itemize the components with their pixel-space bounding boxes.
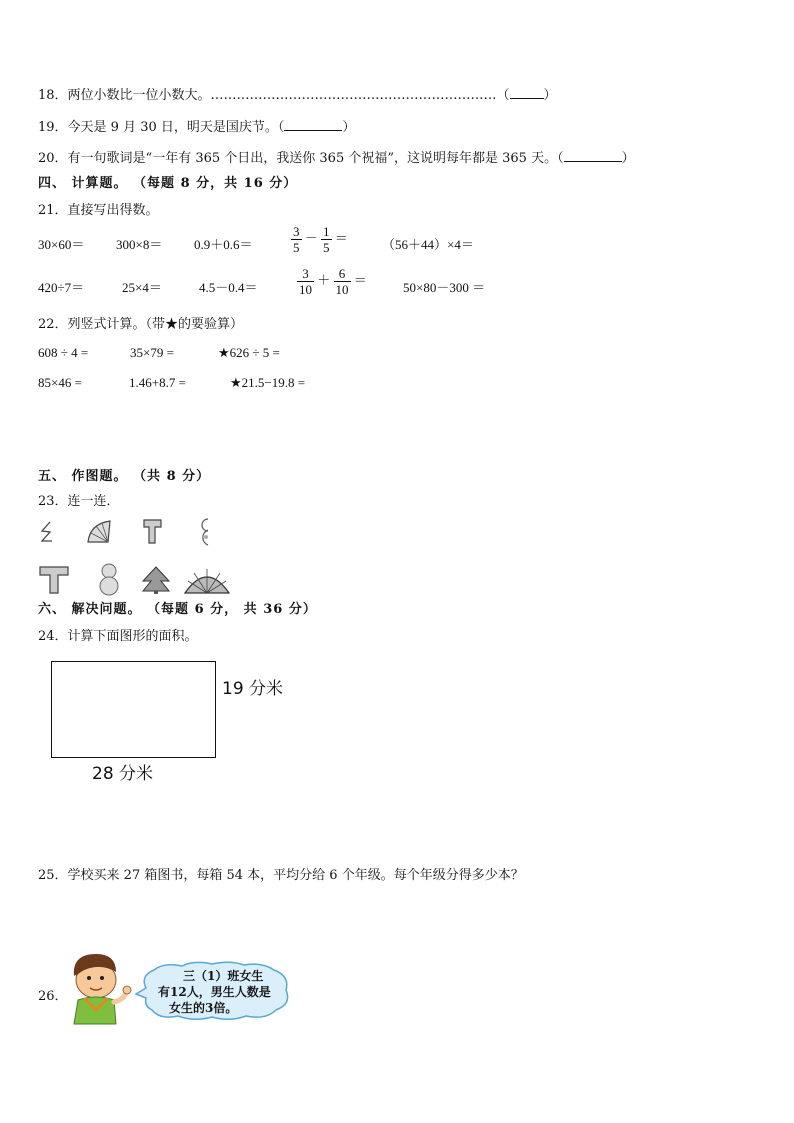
half-umbrella-icon[interactable] — [86, 518, 114, 544]
boy-character-icon — [66, 950, 136, 1025]
calc-item: 85×46 = — [38, 375, 82, 390]
question-20: 20．有一句歌词是“一年有 365 个日出，我送你 365 个祝福”，这说明每年都是 365 天。（ ） — [38, 151, 635, 166]
calc-item: 35×79 = — [130, 345, 174, 360]
fraction-expression-1: $\frac{3}{5}$ － $\frac{1}{5}$ ＝ — [293, 224, 348, 255]
answer-blank-20[interactable] — [564, 149, 622, 162]
umbrella-icon[interactable] — [184, 567, 230, 595]
question-25: 25．学校买来 27 箱图书，每箱 54 本，平均分给 6 个年级。每个年级分得多少本？ — [38, 868, 524, 883]
calc-item: 4.5－0.4＝ — [199, 280, 258, 295]
section-6-heading: 六、 解决问题。 （每题 6 分， 共 36 分） — [38, 602, 317, 617]
calc-item: （56＋44）×4＝ — [382, 237, 474, 252]
calc-item: ★626 ÷ 5 = — [218, 345, 280, 360]
calc-item: 0.9＋0.6＝ — [194, 237, 253, 252]
house-icon[interactable] — [38, 563, 70, 595]
section-5-heading: 五、 作图题。 （共 8 分） — [38, 469, 211, 484]
speech-bubble-text: 三（1）班女生 有12人，男生人数是 女生的3倍。 — [158, 969, 271, 1015]
fraction: $\frac{3}{5}$ — [293, 224, 300, 255]
answer-blank-18[interactable] — [510, 86, 544, 99]
calc-item: 608 ÷ 4 = — [38, 345, 89, 360]
tree-icon[interactable] — [141, 565, 171, 595]
calc-item: ★21.5−19.8 = — [230, 375, 306, 390]
fraction: $\frac{3}{10}$ — [299, 266, 312, 297]
half-fan-icon[interactable] — [38, 519, 60, 545]
question-18: 18．两位小数比一位小数大。…………………………………………………………（ ） — [38, 88, 557, 103]
answer-blank-19[interactable] — [284, 118, 342, 131]
calc-item: 300×8＝ — [116, 237, 163, 252]
height-label: 19 分米 — [222, 679, 284, 699]
question-21-title: 21．直接写出得数。 — [38, 203, 159, 218]
question-19: 19．今天是 9 月 30 日，明天是国庆节。（ ） — [38, 120, 356, 135]
calc-item: 1.46+8.7 = — [129, 375, 186, 390]
calc-item: 50×80－300 ＝ — [403, 280, 486, 295]
fraction: $\frac{1}{5}$ — [323, 224, 330, 255]
question-26-number: 26． — [38, 989, 68, 1004]
question-23-title: 23．连一连． — [38, 494, 120, 509]
fraction: $\frac{6}{10}$ — [335, 266, 349, 297]
rectangle-figure — [51, 661, 216, 758]
question-24-title: 24．计算下面图形的面积。 — [38, 629, 198, 644]
half-house-icon[interactable] — [141, 517, 165, 545]
calc-item: 30×60＝ — [38, 237, 85, 252]
calc-item: 420÷7＝ — [38, 280, 85, 295]
section-4-heading: 四、 计算题。 （每题 8 分，共 16 分） — [38, 176, 298, 191]
question-22-title: 22．列竖式计算。（带★的要验算） — [38, 317, 244, 332]
snowman-icon[interactable] — [98, 562, 120, 596]
width-label: 28 分米 — [92, 764, 154, 784]
half-snowman-icon[interactable] — [196, 517, 212, 547]
calc-item: 25×4＝ — [122, 280, 162, 295]
fraction-expression-2: $\frac{3}{10}$ ＋ $\frac{6}{10}$ ＝ — [299, 266, 367, 297]
